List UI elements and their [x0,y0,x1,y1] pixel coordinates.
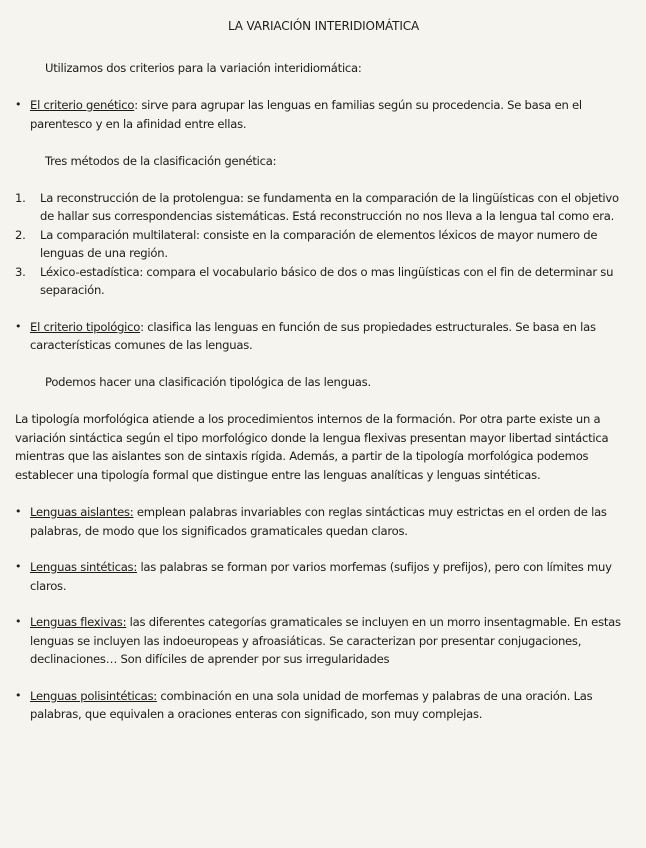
language-type-list [15,687,632,724]
page-title: LA VARIACIÓN INTERIDIOMÁTICA [227,19,420,33]
method-text: La comparación multilateral: consiste en la comparación de elementos léxicos de mayor numero de lenguas de una región. [40,227,598,260]
language-type-term: Lenguas aislantes: [30,505,134,519]
language-type-term: Lenguas sintéticas: [30,560,138,574]
language-type-list [15,613,632,669]
criterion-genetic-term: El criterio genético [30,98,135,112]
language-type-text: las palabras se forman por varios morfemas (sufijos y prefijos), pero con límites muy claros. [30,560,612,593]
method-number: 2. [15,227,26,242]
criterion-typological-term: El criterio tipológico [30,319,141,334]
criterion-genetic-text: : sirve para agrupar las lenguas en familias según su procedencia. Se basa en el parentesco y en la afinidad entre ellas. [30,98,582,131]
criterion-genetic-item [15,96,632,133]
method-item [15,263,632,300]
language-type-text: las diferentes categorías gramaticales se incluyen en un morro insentagmable. En estas lenguas se incluyen las indoeuropeas y afroasiáticas. Se caracterizan por presentar conjugaciones, declinaciones… Son difíciles de aprender por sus irregularidades [30,615,621,666]
language-type-text: emplean palabras invariables con reglas sintácticas muy estrictas en el orden de las palabras, de modo que los significados gramaticales quedan claros. [30,505,607,538]
language-type-term: Lenguas flexivas: [30,615,127,629]
method-number: 3. [15,264,26,279]
method-text: Léxico-estadística: compara el vocabulario básico de dos o mas lingüísticas con el fin de determinar su separación. [40,264,614,297]
methods-intro: Tres métodos de la clasificación genética: [45,154,277,168]
language-type-list [15,503,632,540]
intro-text: Utilizamos dos criterios para la variación interidiomática: [45,60,362,75]
language-type-item [15,613,632,669]
language-type-item [15,503,632,540]
method-number: 1. [15,190,26,205]
methods-list [15,189,632,300]
method-item [15,189,632,226]
method-item [15,226,632,263]
criterion-genetic-list [15,96,632,133]
language-type-list [15,558,632,595]
criterion-typological-list [15,318,632,355]
criterion-typological-item [15,318,632,355]
language-type-item [15,687,632,724]
method-text: La reconstrucción de la protolengua: se fundamenta en la comparación de la lingüísticas con el objetivo de hallar sus correspondencias sistemáticas. Está reconstrucción no nos lleva a la lengua tal como era. [40,190,619,223]
language-type-text: combinación en una sola unidad de morfemas y palabras de una oración. Las palabras, que equivalen a oraciones enteras con significado, son muy complejas. [30,688,593,721]
morphology-paragraph: La tipología morfológica atiende a los procedimientos internos de la formación. Por otra parte existe un a variación sintáctica según el tipo morfológico donde la lengua flexivas presentan mayor libertad sintáctica mientras que las aislantes son de sintaxis rígida. Además, a partir de la tipología morfológica podemos establecer una tipología formal que distingue entre las lenguas analíticas y lenguas sintéticas. [15,412,609,482]
typology-intro: Podemos hacer una clasificación tipológica de las lenguas. [45,374,371,389]
language-type-term: Lenguas polisintéticas: [30,688,157,703]
language-type-item [15,558,632,595]
criterion-typological-text: : clasifica las lenguas en función de sus propiedades estructurales. Se basa en las características comunes de las lenguas. [30,319,596,352]
